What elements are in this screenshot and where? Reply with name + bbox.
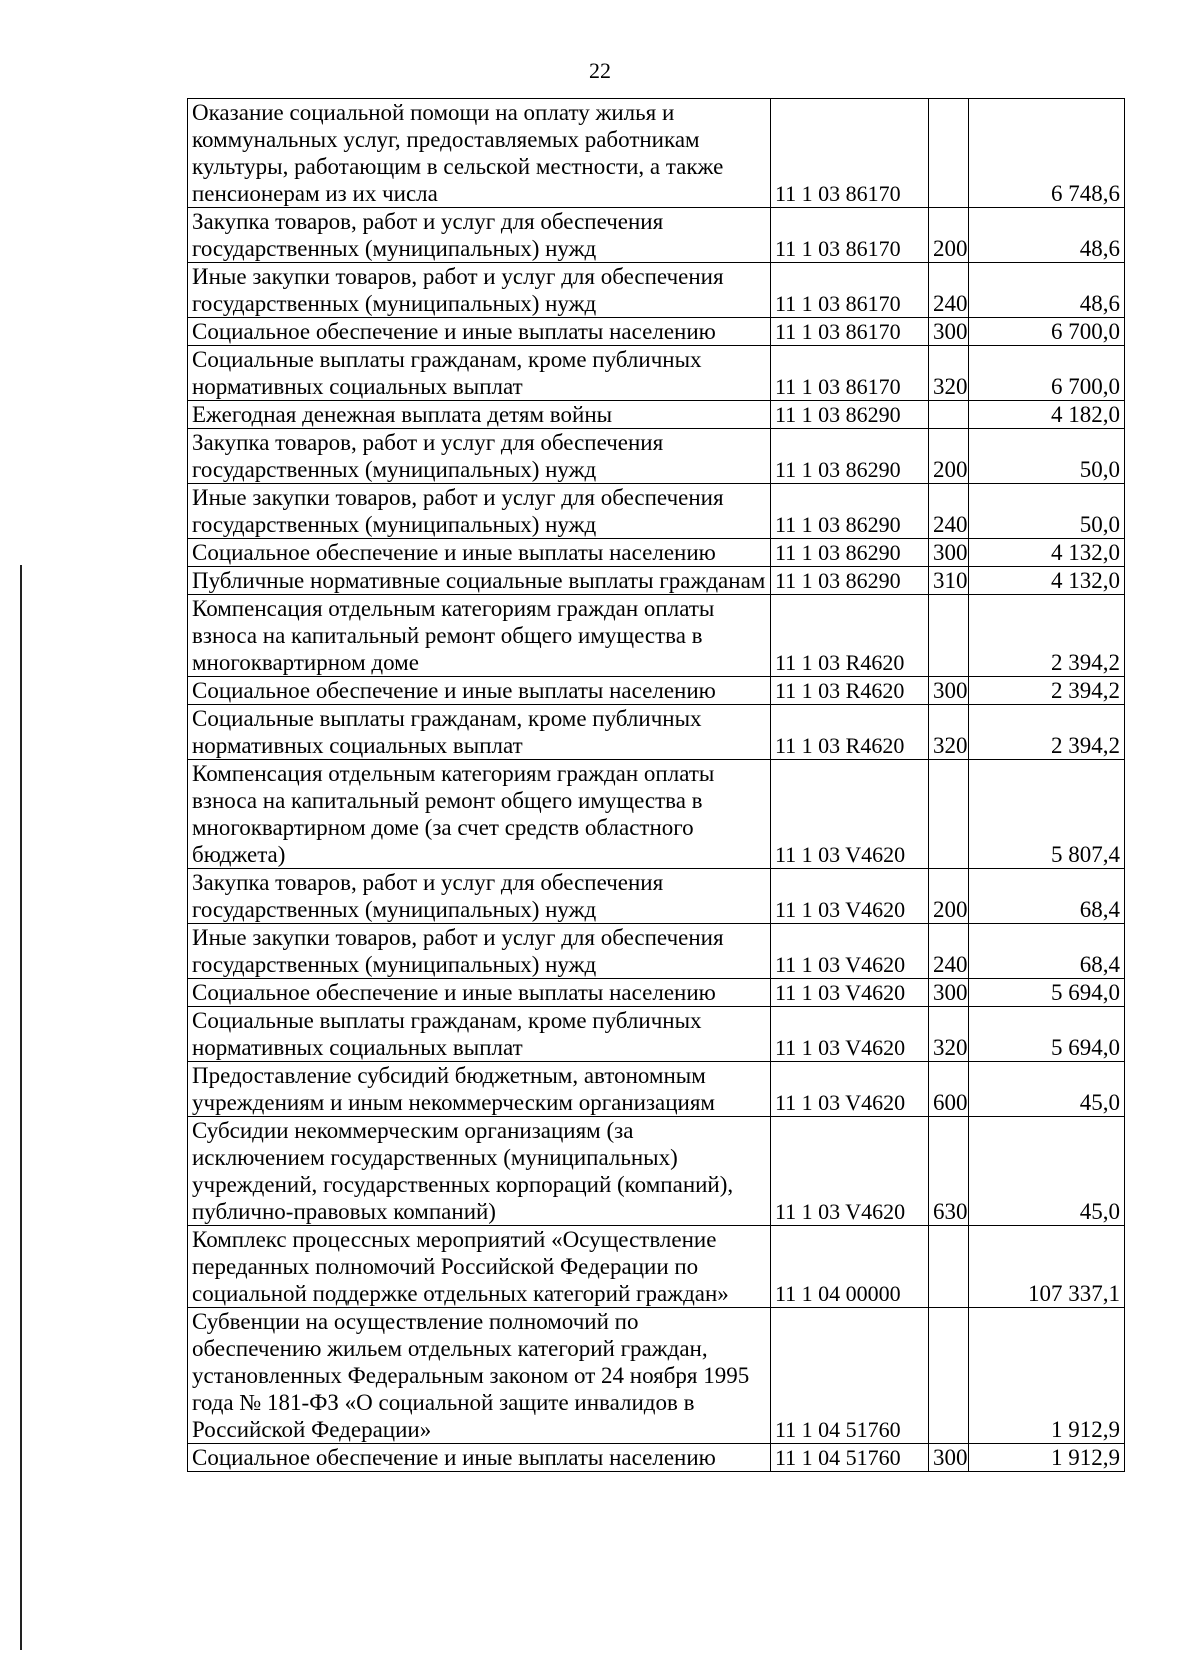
row-name-cell: Комплекс процессных мероприятий «Осуществление переданных полномочий Российской Федерации по социальной поддержке отдельных категорий граждан»	[188, 1226, 771, 1308]
table-row	[188, 1117, 1125, 1226]
row-amount-cell: 4 132,0	[969, 539, 1125, 567]
row-code-cell: 11 1 03 86170	[771, 99, 929, 208]
table-row	[188, 869, 1125, 924]
row-amount-cell: 5 694,0	[969, 979, 1125, 1007]
row-name-cell: Закупка товаров, работ и услуг для обеспечения государственных (муниципальных) нужд	[188, 208, 771, 263]
row-amount-cell: 48,6	[969, 208, 1125, 263]
table-row	[188, 1226, 1125, 1308]
row-name-cell: Социальное обеспечение и иные выплаты населению	[188, 539, 771, 567]
row-code-cell: 11 1 03 86170	[771, 346, 929, 401]
row-amount-cell: 2 394,2	[969, 595, 1125, 677]
row-expense-type-cell: 320	[929, 1007, 969, 1062]
row-amount-cell: 45,0	[969, 1062, 1125, 1117]
row-amount-cell: 68,4	[969, 869, 1125, 924]
row-code-cell: 11 1 04 51760	[771, 1308, 929, 1444]
row-code-cell: 11 1 03 86290	[771, 429, 929, 484]
row-expense-type-cell: 320	[929, 705, 969, 760]
row-code-cell: 11 1 03 86290	[771, 484, 929, 539]
table-row	[188, 677, 1125, 705]
table-row	[188, 760, 1125, 869]
table-row	[188, 705, 1125, 760]
table-row	[188, 99, 1125, 208]
row-amount-cell: 1 912,9	[969, 1444, 1125, 1472]
table-row	[188, 263, 1125, 318]
row-expense-type-cell	[929, 1308, 969, 1444]
row-code-cell: 11 1 03 R4620	[771, 677, 929, 705]
table-row	[188, 429, 1125, 484]
row-name-cell: Закупка товаров, работ и услуг для обеспечения государственных (муниципальных) нужд	[188, 429, 771, 484]
row-name-cell: Социальное обеспечение и иные выплаты населению	[188, 1444, 771, 1472]
row-code-cell: 11 1 03 V4620	[771, 760, 929, 869]
table-row	[188, 401, 1125, 429]
row-amount-cell: 107 337,1	[969, 1226, 1125, 1308]
row-amount-cell: 2 394,2	[969, 677, 1125, 705]
row-code-cell: 11 1 04 51760	[771, 1444, 929, 1472]
row-amount-cell: 5 694,0	[969, 1007, 1125, 1062]
row-expense-type-cell: 200	[929, 208, 969, 263]
row-code-cell: 11 1 03 V4620	[771, 869, 929, 924]
row-expense-type-cell: 200	[929, 869, 969, 924]
row-amount-cell: 5 807,4	[969, 760, 1125, 869]
row-code-cell: 11 1 03 86170	[771, 318, 929, 346]
row-amount-cell: 50,0	[969, 429, 1125, 484]
table-row	[188, 484, 1125, 539]
row-code-cell: 11 1 03 V4620	[771, 1007, 929, 1062]
row-amount-cell: 50,0	[969, 484, 1125, 539]
row-code-cell: 11 1 03 V4620	[771, 924, 929, 979]
table-row	[188, 1007, 1125, 1062]
row-expense-type-cell: 310	[929, 567, 969, 595]
row-amount-cell: 6 700,0	[969, 318, 1125, 346]
row-expense-type-cell: 240	[929, 484, 969, 539]
row-code-cell: 11 1 03 86290	[771, 401, 929, 429]
row-expense-type-cell	[929, 595, 969, 677]
table-row	[188, 318, 1125, 346]
row-name-cell: Публичные нормативные социальные выплаты гражданам	[188, 567, 771, 595]
row-code-cell: 11 1 03 V4620	[771, 979, 929, 1007]
table-row	[188, 567, 1125, 595]
row-name-cell: Иные закупки товаров, работ и услуг для обеспечения государственных (муниципальных) нужд	[188, 263, 771, 318]
table-row	[188, 1062, 1125, 1117]
table-row	[188, 346, 1125, 401]
row-name-cell: Иные закупки товаров, работ и услуг для обеспечения государственных (муниципальных) нужд	[188, 924, 771, 979]
row-name-cell: Социальное обеспечение и иные выплаты населению	[188, 979, 771, 1007]
row-code-cell: 11 1 03 V4620	[771, 1062, 929, 1117]
row-amount-cell: 1 912,9	[969, 1308, 1125, 1444]
row-expense-type-cell: 240	[929, 924, 969, 979]
row-expense-type-cell: 630	[929, 1117, 969, 1226]
row-expense-type-cell: 300	[929, 677, 969, 705]
row-code-cell: 11 1 03 86170	[771, 208, 929, 263]
row-amount-cell: 68,4	[969, 924, 1125, 979]
row-amount-cell: 4 182,0	[969, 401, 1125, 429]
row-name-cell: Оказание социальной помощи на оплату жилья и коммунальных услуг, предоставляемых работникам культуры, работающим в сельской местности, а также пенсионерам из их числа	[188, 99, 771, 208]
row-expense-type-cell: 300	[929, 318, 969, 346]
row-name-cell: Социальное обеспечение и иные выплаты населению	[188, 318, 771, 346]
row-amount-cell: 6 700,0	[969, 346, 1125, 401]
row-name-cell: Социальные выплаты гражданам, кроме публичных нормативных социальных выплат	[188, 705, 771, 760]
table-row	[188, 979, 1125, 1007]
row-code-cell: 11 1 03 86170	[771, 263, 929, 318]
row-expense-type-cell	[929, 760, 969, 869]
row-expense-type-cell	[929, 99, 969, 208]
row-amount-cell: 48,6	[969, 263, 1125, 318]
row-name-cell: Субвенции на осуществление полномочий по обеспечению жильем отдельных категорий граждан, установленных Федеральным законом от 24 ноября 1995 года № 181-ФЗ «О социальной защите инвалидов в Российской Федерации»	[188, 1308, 771, 1444]
row-code-cell: 11 1 03 R4620	[771, 595, 929, 677]
row-expense-type-cell: 600	[929, 1062, 969, 1117]
row-name-cell: Социальные выплаты гражданам, кроме публичных нормативных социальных выплат	[188, 1007, 771, 1062]
row-name-cell: Иные закупки товаров, работ и услуг для обеспечения государственных (муниципальных) нужд	[188, 484, 771, 539]
row-amount-cell: 4 132,0	[969, 567, 1125, 595]
budget-table-body	[188, 99, 1125, 1472]
row-name-cell: Предоставление субсидий бюджетным, автономным учреждениям и иным некоммерческим организациям	[188, 1062, 771, 1117]
row-expense-type-cell: 300	[929, 979, 969, 1007]
row-amount-cell: 6 748,6	[969, 99, 1125, 208]
row-name-cell: Компенсация отдельным категориям граждан оплаты взноса на капитальный ремонт общего имущества в многоквартирном доме (за счет средств областного бюджета)	[188, 760, 771, 869]
row-expense-type-cell: 300	[929, 1444, 969, 1472]
row-name-cell: Социальные выплаты гражданам, кроме публичных нормативных социальных выплат	[188, 346, 771, 401]
row-expense-type-cell	[929, 1226, 969, 1308]
margin-line	[20, 565, 22, 1650]
table-row	[188, 924, 1125, 979]
row-expense-type-cell	[929, 401, 969, 429]
table-row	[188, 1308, 1125, 1444]
row-name-cell: Социальное обеспечение и иные выплаты населению	[188, 677, 771, 705]
row-expense-type-cell: 240	[929, 263, 969, 318]
row-name-cell: Субсидии некоммерческим организациям (за исключением государственных (муниципальных) учреждений, государственных корпораций (компаний), публично-правовых компаний)	[188, 1117, 771, 1226]
table-row	[188, 1444, 1125, 1472]
row-code-cell: 11 1 03 V4620	[771, 1117, 929, 1226]
row-amount-cell: 45,0	[969, 1117, 1125, 1226]
row-name-cell: Компенсация отдельным категориям граждан оплаты взноса на капитальный ремонт общего имущества в многоквартирном доме	[188, 595, 771, 677]
row-code-cell: 11 1 03 86290	[771, 567, 929, 595]
budget-table	[187, 98, 1125, 1472]
row-amount-cell: 2 394,2	[969, 705, 1125, 760]
row-name-cell: Закупка товаров, работ и услуг для обеспечения государственных (муниципальных) нужд	[188, 869, 771, 924]
row-name-cell: Ежегодная денежная выплата детям войны	[188, 401, 771, 429]
row-code-cell: 11 1 03 86290	[771, 539, 929, 567]
row-expense-type-cell: 320	[929, 346, 969, 401]
table-row	[188, 208, 1125, 263]
row-code-cell: 11 1 04 00000	[771, 1226, 929, 1308]
row-expense-type-cell: 200	[929, 429, 969, 484]
row-code-cell: 11 1 03 R4620	[771, 705, 929, 760]
page-number: 22	[589, 58, 611, 83]
row-expense-type-cell: 300	[929, 539, 969, 567]
table-row	[188, 539, 1125, 567]
table-row	[188, 595, 1125, 677]
